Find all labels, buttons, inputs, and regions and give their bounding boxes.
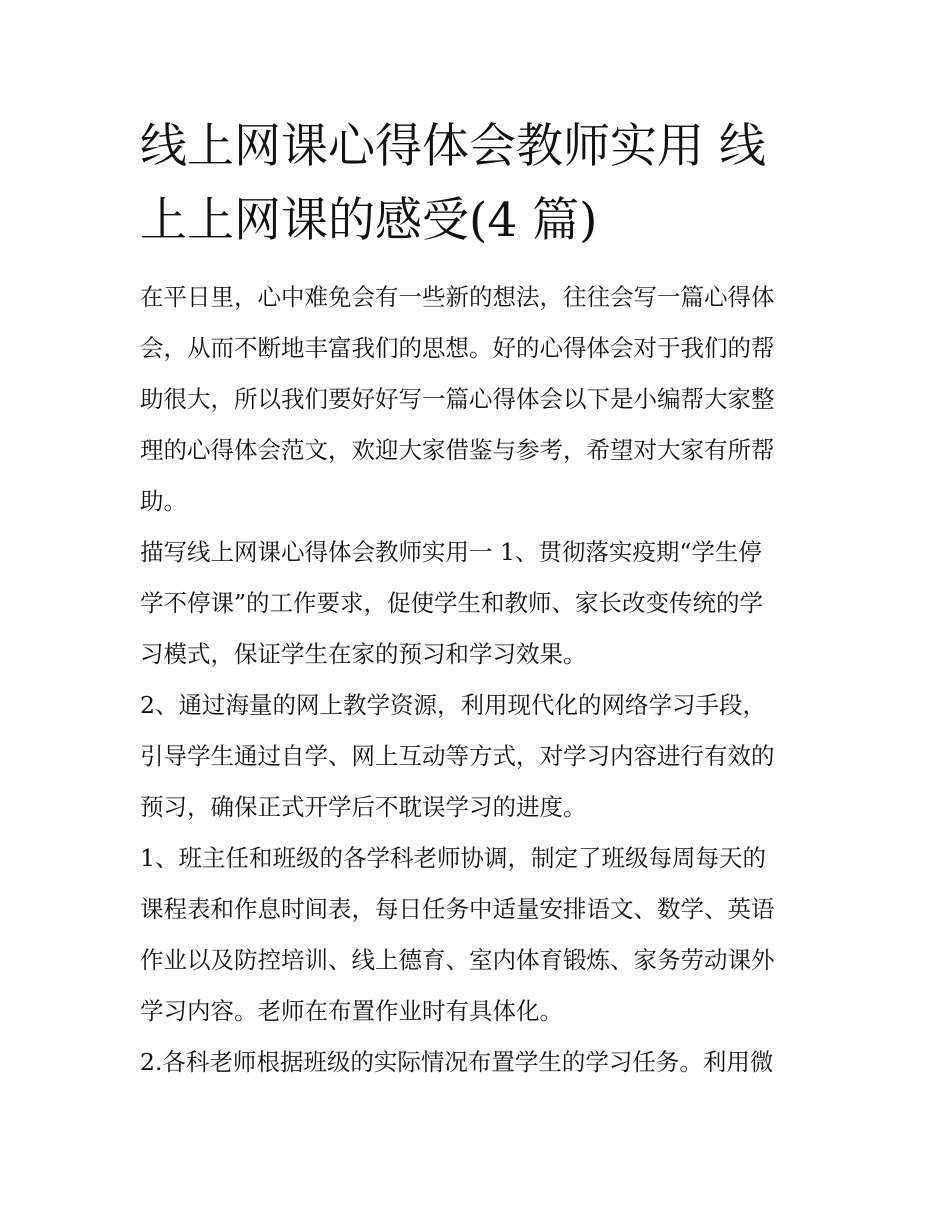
paragraph-1 (140, 527, 820, 680)
text-line: 习模式，保证学生在家的预习和学习效果。 (140, 640, 587, 668)
text-line: 作业以及防控培训、线上德育、室内体育锻炼、家务劳动课外 (140, 946, 775, 974)
paragraph-3 (140, 833, 820, 1037)
text-line: 会，从而不断地丰富我们的思想。好的心得体会对于我们的帮 (140, 334, 775, 362)
text-line: 课程表和作息时间表，每日任务中适量安排语文、数学、英语 (140, 895, 775, 923)
text-line: 在平日里，心中难免会有一些新的想法，往往会写一篇心得体 (140, 283, 775, 311)
document-page (140, 110, 820, 1088)
text-line: 学习内容。老师在布置作业时有具体化。 (140, 997, 563, 1025)
text-line: 引导学生通过自学、网上互动等方式，对学习内容进行有效的 (140, 742, 775, 770)
intro-paragraph (140, 272, 820, 527)
text-line: 理的心得体会范文，欢迎大家借鉴与参考，希望对大家有所帮 (140, 436, 775, 464)
text-line: 描写线上网课心得体会教师实用一 1、贯彻落实疫期“学生停 (140, 538, 762, 566)
title-line: 上上网课的感受(4 篇) (140, 193, 598, 248)
text-line: 学不停课”的工作要求，促使学生和教师、家长改变传统的学 (140, 589, 764, 617)
paragraph-4 (140, 1037, 820, 1088)
document-title (140, 110, 820, 258)
text-line: 预习，确保正式开学后不耽误学习的进度。 (140, 793, 587, 821)
text-line: 1、班主任和班级的各学科老师协调，制定了班级每周每天的 (140, 844, 766, 872)
text-line: 2、通过海量的网上教学资源，利用现代化的网络学习手段， (140, 691, 766, 719)
text-line: 2.各科老师根据班级的实际情况布置学生的学习任务。利用微 (140, 1048, 774, 1076)
text-line: 助。 (140, 487, 187, 515)
paragraph-2 (140, 680, 820, 833)
text-line: 助很大，所以我们要好好写一篇心得体会以下是小编帮大家整 (140, 385, 775, 413)
title-line: 线上网课心得体会教师实用 线 (140, 119, 766, 174)
